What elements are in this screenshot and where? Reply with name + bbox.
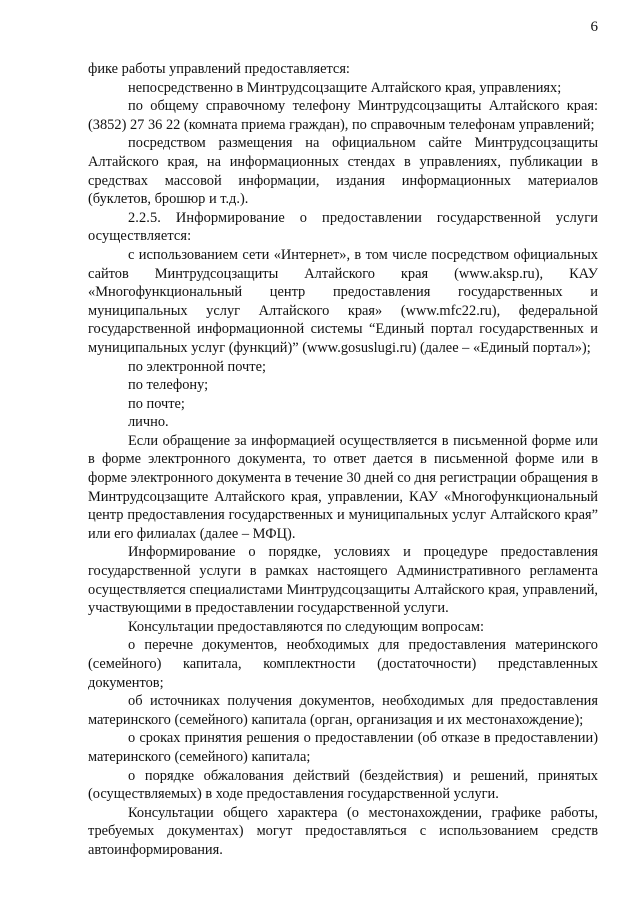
page-number: 6 xyxy=(590,19,598,35)
paragraph: с использованием сети «Интернет», в том числе посредством официальных сайтов Минтрудсоцзащиты Алтайского края (www.aksp.ru), КАУ «Многофункциональный центр предоставления государственных и муниципальных услуг Алтайского края» (www.mfc22.ru), федеральной государственной информационной системы “Единый портал государственных и муниципальных услуг (функций)” (www.gosuslugi.ru) (далее – «Единый портал»); xyxy=(88,246,598,356)
document-body xyxy=(88,60,598,860)
list-item: по электронной почте; xyxy=(128,358,266,375)
paragraph: Консультации общего характера (о местонахождении, графике работы, требуемых документах) могут предоставляться с использованием средств автоинформирования. xyxy=(88,804,598,858)
list-item: по телефону; xyxy=(128,377,209,394)
paragraph: Если обращение за информацией осуществляется в письменной форме или в форме электронного документа, то ответ дается в письменной форме или в форме электронного документа в течение 30 дней со дня регистрации обращения в Минтрудсоцзащите Алтайского края, управлении, КАУ «Многофункциональный центр предоставления государственных и муниципальных услуг Алтайского края” или его филиалах (далее – МФЦ). xyxy=(88,432,598,542)
paragraph: Информирование о порядке, условиях и процедуре предоставления государственной услуги в рамках настоящего Административного регламента осуществляется специалистами Минтрудсоцзащиты Алтайского края, управлений, участвующими в предоставлении государственной услуги. xyxy=(88,544,598,617)
paragraph: непосредственно в Минтрудсоцзащите Алтайского края, управлениях; xyxy=(128,79,562,96)
list-item: лично. xyxy=(128,414,169,431)
list-item: об источниках получения документов, необходимых для предоставления материнского (семейного) капитала (орган, организация и их местонахождение); xyxy=(88,693,598,728)
list-item: по почте; xyxy=(128,395,185,412)
paragraph: Консультации предоставляются по следующим вопросам: xyxy=(128,618,484,635)
paragraph: по общему справочному телефону Минтрудсоцзащиты Алтайского края: (3852) 27 36 22 (комната приема граждан), по справочным телефонам управлений; xyxy=(88,98,598,133)
paragraph: 2.2.5. Информирование о предоставлении государственной услуги осуществляется: xyxy=(88,209,598,245)
list-item: о сроках принятия решения о предоставлении (об отказе в предоставлении) материнского (семейного) капитала; xyxy=(88,730,598,765)
list-item: о порядке обжалования действий (бездействия) и решений, принятых (осуществляемых) в ходе предоставления государственной услуги. xyxy=(88,767,598,803)
paragraph: посредством размещения на официальном сайте Минтрудсоцзащиты Алтайского края, на информационных стендах в управлениях, публикации в средствах массовой информации, издания информационных материалов (буклетов, брошюр и т.д.). xyxy=(88,135,598,208)
paragraph: фике работы управлений предоставляется: xyxy=(88,61,350,77)
list-item: о перечне документов, необходимых для предоставления материнского (семейного) капитала, комплектности (достаточности) представленных документов; xyxy=(88,637,598,691)
